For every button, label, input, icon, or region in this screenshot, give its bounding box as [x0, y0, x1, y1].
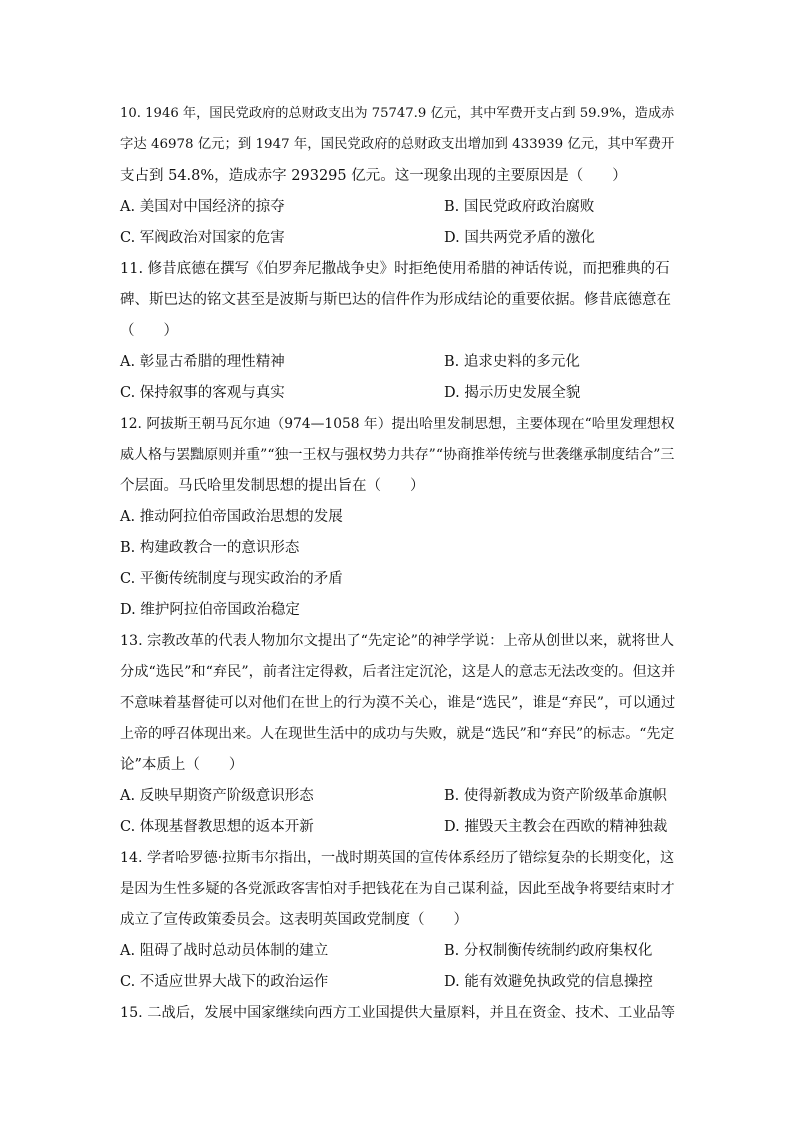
question-10-line-3: 支占到 54.8%，造成赤字 293295 亿元。这一现象出现的主要原因是（ ）: [120, 168, 627, 184]
question-11-line-1: 11. 修昔底德在撰写《伯罗奔尼撒战争史》时拒绝使用希腊的神话传说，而把雅典的石: [120, 261, 670, 277]
question-11-option-d: D. 揭示历史发展全貌: [444, 385, 581, 401]
question-13-line-4: 上帝的呼召体现出来。人在现世生活中的成功与失败，就是“选民”和“弃民”的标志。“先定: [120, 726, 675, 742]
question-11-option-c: C. 保持叙事的客观与真实: [120, 385, 285, 401]
question-12-line-2: 威人格与罢黜原则并重”“独一王权与强权势力共存”“协商推举传统与世袭继承制度结合”三: [120, 447, 675, 463]
question-12-line-1: 12. 阿拔斯王朝马瓦尔迪（974—1058 年）提出哈里发制思想，主要体现在“哈里发理想权: [120, 416, 675, 432]
question-12-option-c: C. 平衡传统制度与现实政治的矛盾: [120, 571, 343, 587]
question-14-option-d: D. 能有效避免执政党的信息操控: [444, 974, 653, 990]
question-13-option-c: C. 体现基督教思想的返本开新: [120, 819, 314, 835]
question-12-option-b: B. 构建政教合一的意识形态: [120, 540, 300, 556]
question-10-line-1: 10. 1946 年，国民党政府的总财政支出为 75747.9 亿元，其中军费开支占到 59.9%，造成赤: [120, 106, 675, 121]
question-14-option-b: B. 分权制衡传统制约政府集权化: [444, 943, 653, 959]
question-12-option-d: D. 维护阿拉伯帝国政治稳定: [120, 602, 300, 618]
question-15-line-1: 15. 二战后，发展中国家继续向西方工业国提供大量原料，并且在资金、技术、工业品等: [120, 1005, 676, 1021]
question-10-option-c: C. 军阀政治对国家的危害: [120, 230, 285, 246]
question-11-line-2: 碑、斯巴达的铭文甚至是波斯与斯巴达的信件作为形成结论的重要依据。修昔底德意在: [120, 292, 671, 308]
question-14-option-a: A. 阻碍了战时总动员体制的建立: [120, 943, 329, 959]
question-10-line-2: 字达 46978 亿元；到 1947 年，国民党政府的总财政支出增加到 433939 亿元，其中军费开: [120, 137, 675, 152]
question-11-line-3: （ ）: [120, 323, 178, 339]
question-10-option-b: B. 国民党政府政治腐败: [444, 199, 595, 215]
question-10-option-a: A. 美国对中国经济的掠夺: [120, 199, 285, 215]
question-13-line-5: 论”本质上（ ）: [120, 757, 244, 773]
question-12-line-3: 个层面。马氏哈里发制思想的提出旨在（ ）: [120, 478, 425, 494]
question-12-option-a: A. 推动阿拉伯帝国政治思想的发展: [120, 509, 343, 525]
question-13-line-3: 不意味着基督徒可以对他们在世上的行为漠不关心，谁是“选民”，谁是“弃民”，可以通过: [120, 695, 676, 711]
question-11-option-b: B. 追求史料的多元化: [444, 354, 580, 370]
question-10-option-d: D. 国共两党矛盾的激化: [444, 230, 595, 246]
question-13-option-b: B. 使得新教成为资产阶级革命旗帜: [444, 788, 667, 804]
question-14-line-1: 14. 学者哈罗德·拉斯韦尔指出，一战时期英国的宣传体系经历了错综复杂的长期变化，这: [120, 850, 675, 866]
question-14-option-c: C. 不适应世界大战下的政治运作: [120, 974, 329, 990]
question-11-option-a: A. 彰显古希腊的理性精神: [120, 354, 285, 370]
question-14-line-2: 是因为生性多疑的各党派政客害怕对手把钱花在为自己谋利益，因此至战争将要结束时才: [120, 881, 675, 897]
question-13-line-1: 13. 宗教改革的代表人物加尔文提出了“先定论”的神学学说：上帝从创世以来，就将世人: [120, 633, 675, 649]
question-13-line-2: 分成“选民”和“弃民”，前者注定得救，后者注定沉沦，这是人的意志无法改变的。但这并: [120, 664, 676, 680]
question-14-line-3: 成立了宣传政策委员会。这表明英国政党制度（ ）: [120, 912, 468, 928]
question-13-option-a: A. 反映早期资产阶级意识形态: [120, 788, 314, 804]
question-13-option-d: D. 摧毁天主教会在西欧的精神独裁: [444, 819, 668, 835]
